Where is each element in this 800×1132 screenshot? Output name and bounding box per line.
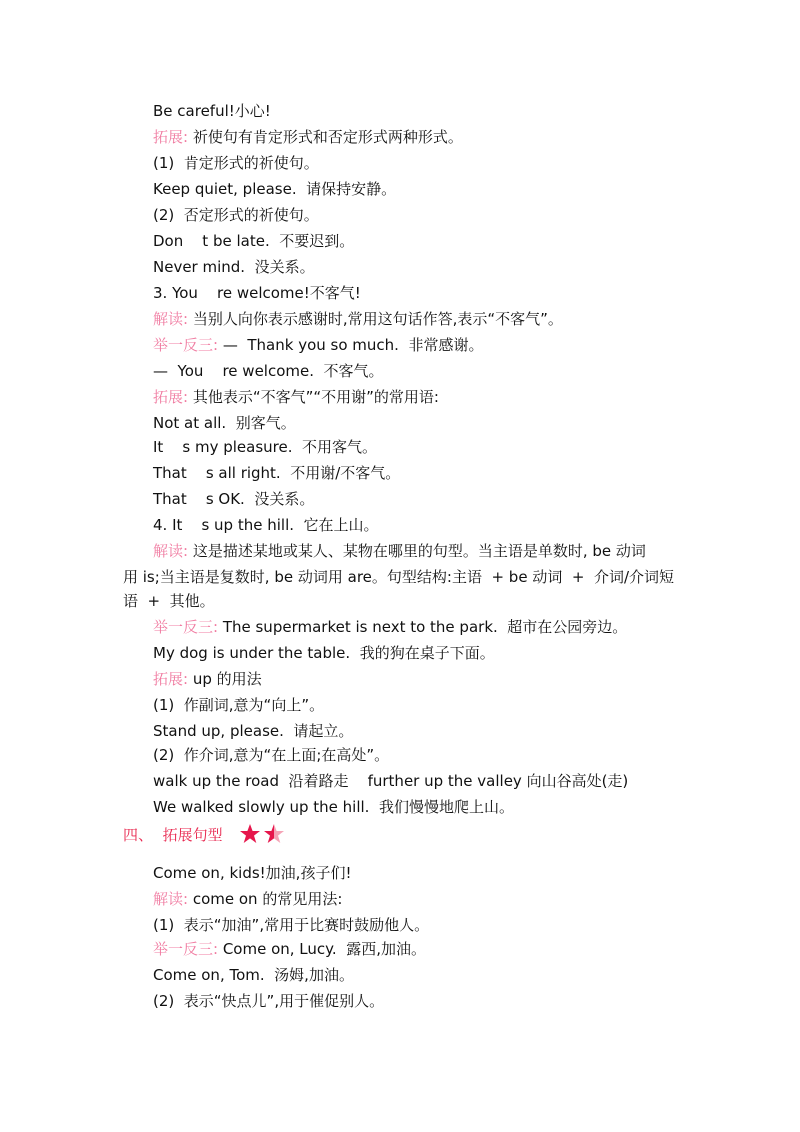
text-line: Not at all. 别客气。: [153, 414, 296, 432]
tag-label: 举一反三:: [153, 336, 219, 354]
section-number: 四、: [123, 826, 154, 844]
text-line: 4. It s up the hill. 它在上山。: [153, 516, 379, 534]
text-line: 语 + 其他。: [123, 592, 215, 610]
text-line: 拓展: up 的用法: [153, 670, 262, 688]
text-line: 解读: 当别人向你表示感谢时,常用这句话作答,表示“不客气”。: [153, 310, 563, 328]
text-line: (1) 作副词,意为“向上”。: [153, 696, 325, 714]
text-line: 拓展: 其他表示“不客气”“不用谢”的常用语:: [153, 388, 439, 406]
text-line: 举一反三: Come on, Lucy. 露西,加油。: [153, 940, 426, 958]
text-line: We walked slowly up the hill. 我们慢慢地爬上山。: [153, 798, 514, 816]
text-line: Come on, Tom. 汤姆,加油。: [153, 966, 354, 984]
text-line: Be careful!小心!: [153, 102, 271, 120]
text-line: 3. You re welcome!不客气!: [153, 284, 361, 302]
text-line: My dog is under the table. 我的狗在桌子下面。: [153, 644, 495, 662]
text-line: 解读: 这是描述某地或某人、某物在哪里的句型。当主语是单数时, be 动词: [153, 542, 646, 560]
text-line: (2) 作介词,意为“在上面;在高处”。: [153, 746, 390, 764]
text-line: (1) 表示“加油”,常用于比赛时鼓励他人。: [153, 916, 430, 934]
tag-label: 拓展:: [153, 388, 189, 406]
text-line: 举一反三: The supermarket is next to the park. 超市在公园旁边。: [153, 618, 628, 636]
text-line: (2) 表示“快点儿”,用于催促别人。: [153, 992, 385, 1010]
section-heading: [123, 822, 223, 848]
text-line: Never mind. 没关系。: [153, 258, 315, 276]
text-line: 举一反三: — Thank you so much. 非常感谢。: [153, 336, 484, 354]
text-line: Come on, kids!加油,孩子们!: [153, 864, 352, 882]
text-line: (1) 肯定形式的祈使句。: [153, 154, 319, 172]
text-line: Stand up, please. 请起立。: [153, 722, 354, 740]
section-title: 拓展句型: [162, 826, 223, 844]
text-line: That s all right. 不用谢/不客气。: [153, 464, 401, 482]
star-icon: [240, 824, 260, 843]
text-line: — You re welcome. 不客气。: [153, 362, 384, 380]
text-line: 用 is;当主语是复数时, be 动词用 are。句型结构:主语 + be 动词 + 介词/介词短: [123, 568, 675, 586]
tag-label: 拓展:: [153, 128, 189, 146]
tag-label: 解读:: [153, 890, 189, 908]
text-line: 解读: come on 的常见用法:: [153, 890, 343, 908]
text-line: walk up the road 沿着路走 further up the valley 向山谷高处(走): [153, 772, 629, 790]
text-line: It s my pleasure. 不用客气。: [153, 438, 378, 456]
text-line: Keep quiet, please. 请保持安静。: [153, 180, 397, 198]
difficulty-stars: [238, 822, 288, 846]
half-star-icon: [264, 824, 284, 843]
tag-label: 拓展:: [153, 670, 189, 688]
tag-label: 举一反三:: [153, 618, 219, 636]
tag-label: 解读:: [153, 310, 189, 328]
text-line: That s OK. 没关系。: [153, 490, 315, 508]
text-line: (2) 否定形式的祈使句。: [153, 206, 319, 224]
tag-label: 解读:: [153, 542, 189, 560]
text-line: Don t be late. 不要迟到。: [153, 232, 355, 250]
tag-label: 举一反三:: [153, 940, 219, 958]
text-line: 拓展: 祈使句有肯定形式和否定形式两种形式。: [153, 128, 463, 146]
